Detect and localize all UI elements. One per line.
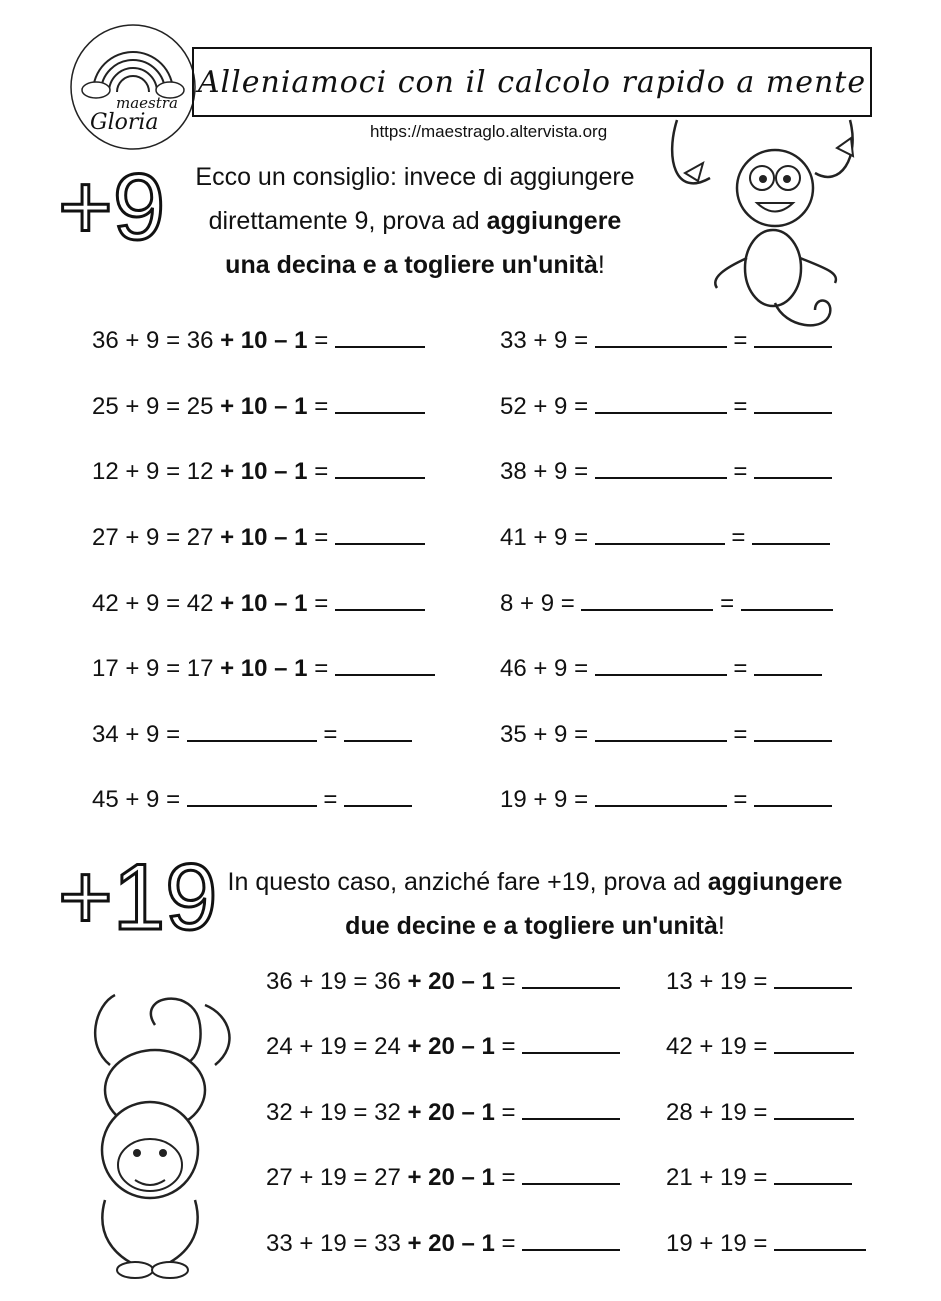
- hint-nine-bold2: una decina e a togliere un'unità: [225, 251, 598, 279]
- hint-nine-line2: direttamente 9, prova ad: [208, 207, 487, 235]
- answer-blank[interactable]: [581, 589, 713, 611]
- exercise-row: 24 + 19 = 24 + 20 – 1 =: [266, 1032, 620, 1061]
- answer-blank[interactable]: [752, 523, 830, 545]
- exercise-row: 45 + 9 = =: [92, 785, 412, 814]
- hint-nineteen: [205, 860, 865, 948]
- answer-blank[interactable]: [754, 326, 832, 348]
- answer-blank[interactable]: [595, 785, 727, 807]
- site-url: https://maestraglo.altervista.org: [370, 122, 608, 141]
- answer-blank[interactable]: [774, 967, 852, 989]
- exercise-row: 25 + 9 = 25 + 10 – 1 =: [92, 392, 425, 421]
- exercise-row: 27 + 19 = 27 + 20 – 1 =: [266, 1163, 620, 1192]
- hint-nine-end: !: [597, 251, 605, 279]
- exercise-row: 19 + 19 =: [666, 1229, 866, 1258]
- exercise-row: 36 + 9 = 36 + 10 – 1 =: [92, 326, 425, 355]
- answer-blank[interactable]: [754, 392, 832, 414]
- answer-blank[interactable]: [522, 1098, 620, 1120]
- monkey-hanging-icon: [665, 118, 860, 333]
- answer-blank[interactable]: [595, 720, 727, 742]
- answer-blank[interactable]: [754, 785, 832, 807]
- exercise-row: 28 + 19 =: [666, 1098, 854, 1127]
- answer-blank[interactable]: [344, 785, 412, 807]
- answer-blank[interactable]: [335, 654, 435, 676]
- page-title: Alleniamoci con il calcolo rapido a mente: [197, 64, 867, 100]
- exercise-row: 17 + 9 = 17 + 10 – 1 =: [92, 654, 435, 683]
- hint-nineteen-bold1: aggiungere: [707, 868, 843, 896]
- logo-text-maestra: maestra: [116, 94, 178, 112]
- exercise-row: 35 + 9 = =: [500, 720, 832, 749]
- exercise-row: 33 + 19 = 33 + 20 – 1 =: [266, 1229, 620, 1258]
- answer-blank[interactable]: [522, 1163, 620, 1185]
- plus-nine-heading: +9: [58, 154, 166, 259]
- answer-blank[interactable]: [335, 523, 425, 545]
- monkey-handstand-icon: [55, 985, 255, 1285]
- exercise-row: 12 + 9 = 12 + 10 – 1 =: [92, 457, 425, 486]
- answer-blank[interactable]: [335, 326, 425, 348]
- answer-blank[interactable]: [522, 967, 620, 989]
- answer-blank[interactable]: [754, 654, 822, 676]
- answer-blank[interactable]: [595, 457, 727, 479]
- hint-nine-bold1: aggiungere: [486, 207, 622, 235]
- answer-blank[interactable]: [335, 589, 425, 611]
- answer-blank[interactable]: [595, 654, 727, 676]
- answer-blank[interactable]: [754, 720, 832, 742]
- exercise-row: 42 + 19 =: [666, 1032, 854, 1061]
- exercise-row: 27 + 9 = 27 + 10 – 1 =: [92, 523, 425, 552]
- answer-blank[interactable]: [595, 326, 727, 348]
- exercise-row: 36 + 19 = 36 + 20 – 1 =: [266, 967, 620, 996]
- answer-blank[interactable]: [741, 589, 833, 611]
- answer-blank[interactable]: [774, 1032, 854, 1054]
- title-box: [192, 47, 872, 117]
- exercise-row: 46 + 9 = =: [500, 654, 822, 683]
- hint-nine: [170, 155, 660, 287]
- exercise-row: 32 + 19 = 32 + 20 – 1 =: [266, 1098, 620, 1127]
- hint-nineteen-line1: In questo caso, anziché fare +19, prova ad: [227, 868, 708, 896]
- answer-blank[interactable]: [335, 457, 425, 479]
- logo: [68, 22, 198, 152]
- plus-nineteen-heading: +19: [58, 844, 218, 949]
- answer-blank[interactable]: [774, 1229, 866, 1251]
- answer-blank[interactable]: [754, 457, 832, 479]
- exercise-row: 13 + 19 =: [666, 967, 852, 996]
- exercise-row: 19 + 9 = =: [500, 785, 832, 814]
- answer-blank[interactable]: [595, 523, 725, 545]
- exercise-row: 52 + 9 = =: [500, 392, 832, 421]
- answer-blank[interactable]: [595, 392, 727, 414]
- answer-blank[interactable]: [522, 1229, 620, 1251]
- exercise-row: 34 + 9 = =: [92, 720, 412, 749]
- answer-blank[interactable]: [187, 785, 317, 807]
- answer-blank[interactable]: [522, 1032, 620, 1054]
- exercise-row: 41 + 9 = =: [500, 523, 830, 552]
- hint-nine-line1: Ecco un consiglio: invece di aggiungere: [195, 163, 635, 191]
- exercise-row: 33 + 9 = =: [500, 326, 832, 355]
- exercise-row: 21 + 19 =: [666, 1163, 852, 1192]
- answer-blank[interactable]: [774, 1098, 854, 1120]
- answer-blank[interactable]: [335, 392, 425, 414]
- logo-text-gloria: Gloria: [90, 110, 159, 135]
- answer-blank[interactable]: [774, 1163, 852, 1185]
- answer-blank[interactable]: [344, 720, 412, 742]
- hint-nineteen-bold2: due decine e a togliere un'unità: [345, 912, 718, 940]
- exercise-row: 42 + 9 = 42 + 10 – 1 =: [92, 589, 425, 618]
- exercise-row: 8 + 9 = =: [500, 589, 833, 618]
- answer-blank[interactable]: [187, 720, 317, 742]
- exercise-row: 38 + 9 = =: [500, 457, 832, 486]
- hint-nineteen-end: !: [717, 912, 725, 940]
